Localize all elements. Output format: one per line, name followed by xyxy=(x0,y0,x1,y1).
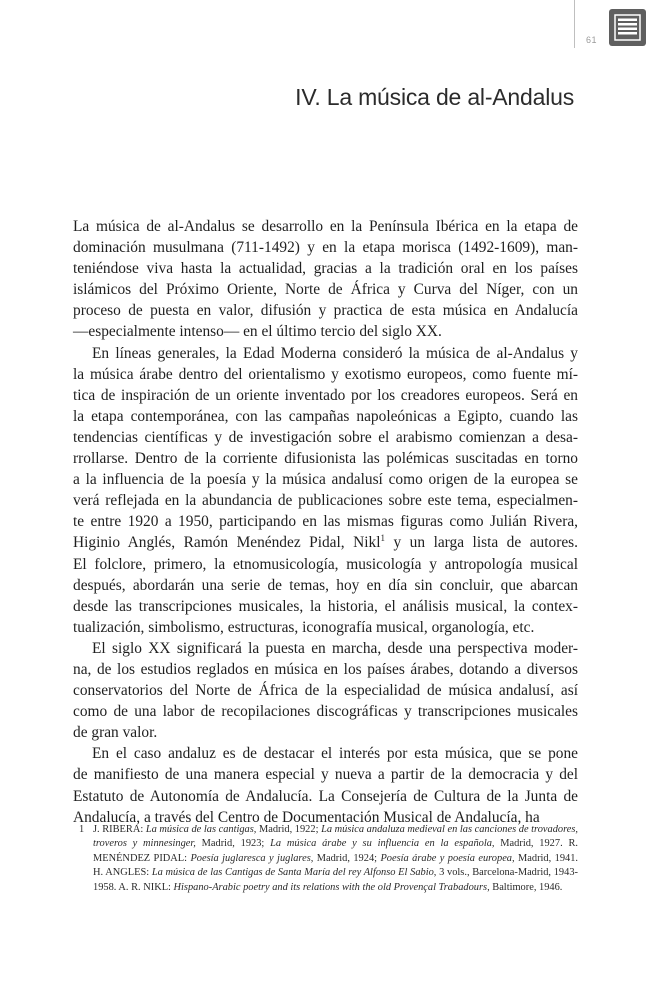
footnote-title: La música de las cantigas, xyxy=(145,824,257,835)
text-line: El folclore, primero, la etnomusicología, musicología y antropología musical xyxy=(73,555,578,573)
text-line: conservatorios del Norte de África de la especialidad de música andalusí, así xyxy=(73,682,578,700)
footnote-title: Poesía juglaresca y juglares, xyxy=(190,852,314,864)
text-line: la música árabe dentro del orientalismo y exotismo europeos, como fuente mí- xyxy=(73,365,578,383)
header-rule xyxy=(574,0,575,48)
text-line: —especialmente intenso— en el último tercio del siglo XX. xyxy=(73,323,442,341)
text-line: la etapa contemporánea, con las campañas napoleónicas a Egipto, cuando las xyxy=(73,407,578,425)
menu-list-icon xyxy=(614,14,641,41)
paragraph xyxy=(73,638,578,743)
text-line: tendencias científicas y de investigación sobre el arabismo comienzan a desa- xyxy=(73,428,578,446)
paragraph xyxy=(73,343,578,638)
text-line: de manifiesto de una manera especial y nueva a partir de la democracia y del xyxy=(73,766,578,784)
footnote-segment: , 3 vols., Barcelona-Madrid, 1943-1958. A. R. NIKL: xyxy=(93,867,578,893)
body-text xyxy=(73,216,578,828)
footnote-segment: Madrid, 1923; xyxy=(195,838,271,850)
footnote-reference[interactable]: 1 xyxy=(380,533,385,544)
text-line: tualización, simbolismo, estructuras, iconografía musical, organología, etc. xyxy=(73,618,535,636)
text-line: islámicos del Próximo Oriente, Norte de África y Curva del Níger, con un xyxy=(73,281,578,299)
text-line: Estatuto de Autonomía de Andalucía. La Consejería de Cultura de la Junta de xyxy=(73,787,578,805)
footnote-text xyxy=(93,823,578,895)
text-line: de gran valor. xyxy=(73,724,158,742)
text-line: rrollarse. Dentro de la corriente difusionista las polémicas suscitadas en torno xyxy=(73,450,578,468)
footnote-segment: J. RIBERA: xyxy=(93,824,146,835)
paragraph xyxy=(73,743,578,827)
text-line: desde las transcripciones musicales, la historia, el análisis musical, la contex- xyxy=(73,597,578,615)
footnote-segment: Madrid, 1922; xyxy=(256,824,322,835)
footnote-marker: 1 xyxy=(79,824,85,835)
footnote-segment: Madrid, 1941. H. ANGLES: xyxy=(93,852,578,879)
text-after-reference: y un larga lista de autores. xyxy=(385,534,578,552)
text-line: verá reflejada en la abundancia de publicaciones sobre este tema, especialmen- xyxy=(73,492,578,510)
chapter-title: IV. La música de al-Andalus xyxy=(295,84,574,110)
footnote-segment: Baltimore, 1946. xyxy=(489,881,563,893)
text-line: proceso de puesta en valor, difusión y practica de esta música en Andalucía xyxy=(73,302,578,320)
text-line: te entre 1920 a 1950, participando en las mismas figuras como Julián Rivera, xyxy=(73,513,578,531)
footnote-title: La música andaluza medieval en las canciones de trovadores, troveros y minnesinger, xyxy=(93,824,579,850)
text-line: tica de inspiración de un oriente inventado por los creadores europeos. Será en xyxy=(73,386,578,404)
footnote-segment: Madrid, 1927. R. MENÉNDEZ PIDAL: xyxy=(93,838,578,864)
text-line: a la influencia de la poesía y la música andalusí como origen de la europea se xyxy=(73,471,578,489)
text-line: después, abordarán una serie de temas, hoy en día sin concluir, que abarcan xyxy=(73,576,578,594)
text-line: Higinio Anglés, Ramón Menéndez Pidal, Nikl$^1$ y un larga lista de autores. xyxy=(73,533,578,552)
paragraph xyxy=(73,216,578,343)
footnote xyxy=(79,823,578,895)
footnote-title: Hispano-Arabic poetry and its relations with the old Provençal Trabadours, xyxy=(173,881,490,893)
text-line: na, de los estudios reglados en música en los países árabes, dotando a diversos xyxy=(73,660,578,678)
text-line: En líneas generales, la Edad Moderna consideró la música de al-Andalus y xyxy=(92,344,578,362)
text-line: dominación musulmana (711-1492) y en la etapa morisca (1492-1609), man- xyxy=(73,239,578,257)
footnote-title: La música árabe y su influencia en la española, xyxy=(270,838,495,850)
menu-button[interactable] xyxy=(609,9,646,46)
footnote-segment: Madrid, 1924; xyxy=(313,852,381,864)
page-number: 61 xyxy=(586,35,598,45)
footnote-title: La música de las Cantigas de Santa María del rey Alfonso El Sabio xyxy=(151,867,434,879)
text-line: En el caso andaluz es de destacar el interés por esta música, que se pone xyxy=(92,745,578,763)
footnote-title: Poesía árabe y poesía europea, xyxy=(380,852,515,864)
text-line: como de una labor de recopilaciones discográficas y transcripciones musicales xyxy=(73,703,578,721)
text-line: Andalucía, a través del Centro de Documentación Musical de Andalucía, ha xyxy=(73,808,540,826)
text-line: La música de al-Andalus se desarrollo en la Península Ibérica en la etapa de xyxy=(73,218,578,235)
text-line: El siglo XX significará la puesta en marcha, desde una perspectiva moder- xyxy=(92,639,578,657)
text-line: teniéndose viva hasta la actualidad, gracias a la tradición oral en los países xyxy=(73,260,578,278)
